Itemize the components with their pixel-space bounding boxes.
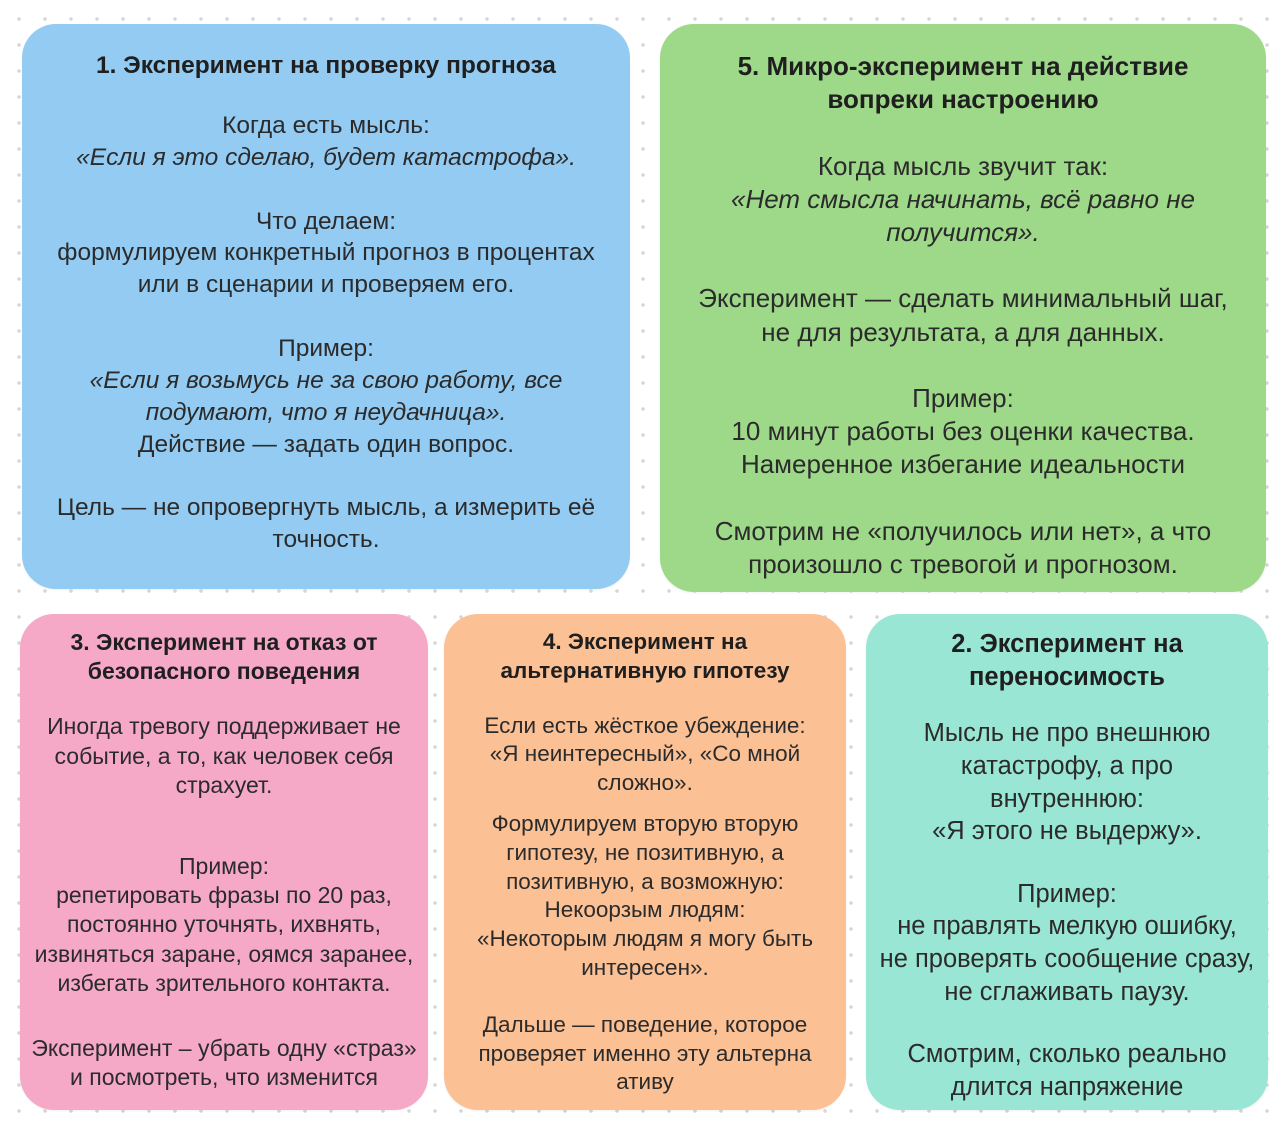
thought-text: Мысль не про внешнюю катастрофу, а про внутреннюю: «Я этого не выдержу».	[923, 719, 1211, 846]
example-quote: «Если я возьмусь не за свою работу, все подумают, что я неудачница».	[89, 366, 563, 426]
experiment-text: Эксперимент – убрать одну «страз» и посмотреть, что изменится	[31, 1035, 417, 1091]
card-alternative-hypothesis-experiment	[444, 614, 846, 1110]
belief-text: Если есть жёсткое убеждение: «Я неинтересный», «Со мной сложно».	[484, 712, 806, 796]
example-text: 10 минут работы без оценки качества. Намеренное избегание идеальности	[731, 416, 1195, 480]
when-label: Когда мысль звучит так:	[817, 150, 1109, 181]
card-safety-behavior-experiment	[20, 614, 428, 1110]
example-label: Пример:	[912, 382, 1014, 413]
card-title: 2. Эксперимент на переносимость	[951, 630, 1183, 691]
when-quote: «Нет смысла начинать, всё равно не получится».	[730, 183, 1195, 248]
example-label: Пример:	[1017, 879, 1117, 908]
example-text: не правлять мелкую ошибку, не проверять сообщение сразу, не сглаживать паузу.	[879, 912, 1255, 1006]
observe-text: Смотрим, сколько реально длится напряжение	[907, 1040, 1227, 1101]
card-micro-experiment	[660, 24, 1266, 592]
when-label: Когда есть мысль:	[222, 111, 430, 139]
when-quote: «Если я это сделаю, будет катастрофа».	[76, 143, 576, 171]
card-tolerance-experiment	[866, 614, 1268, 1110]
example-label: Пример:	[179, 853, 269, 880]
card-title: 5. Микро-эксперимент на действие вопреки настроению	[737, 51, 1189, 115]
example-text: репетировать фразы по 20 раз, постоянно уточнять, ихвнять, извиняться заране, оямся заранее, избегать зрительного контакта.	[34, 882, 414, 996]
what-label: Что делаем:	[255, 207, 396, 235]
card-prediction-experiment	[22, 24, 630, 589]
experiment-text: Эксперимент — сделать минимальный шаг, не для результата, а для данных.	[698, 283, 1228, 347]
card-title: 4. Эксперимент на альтернативную гипотезу	[500, 629, 790, 683]
intro-text: Иногда тревогу поддерживает не событие, а то, как человек себя страхует.	[47, 713, 401, 798]
card-title: 3. Эксперимент на отказ от безопасного поведения	[70, 629, 378, 685]
card-title: 1. Эксперимент на проверку прогноза	[96, 52, 556, 79]
goal-text: Цель — не опровергнуть мысль, а измерить её точность.	[56, 494, 596, 554]
what-text: формулируем конкретный прогноз в процентах или в сценарии и проверяем его.	[57, 239, 595, 299]
observe-text: Смотрим не «получилось или нет», а что произошло с тревогой и прогнозом.	[714, 515, 1212, 579]
example-action: Действие — задать один вопрос.	[137, 430, 515, 458]
next-text: Дальше — поведение, которое проверяет именно эту альтерна ативу	[478, 1011, 812, 1095]
example-label: Пример:	[278, 335, 374, 363]
formulate-text: Формулируем вторую вторую гипотезу, не позитивную, а позитивную, а возможную: Некоорзым людям: «Некоторым людям я могу быть интересен».	[476, 810, 814, 980]
